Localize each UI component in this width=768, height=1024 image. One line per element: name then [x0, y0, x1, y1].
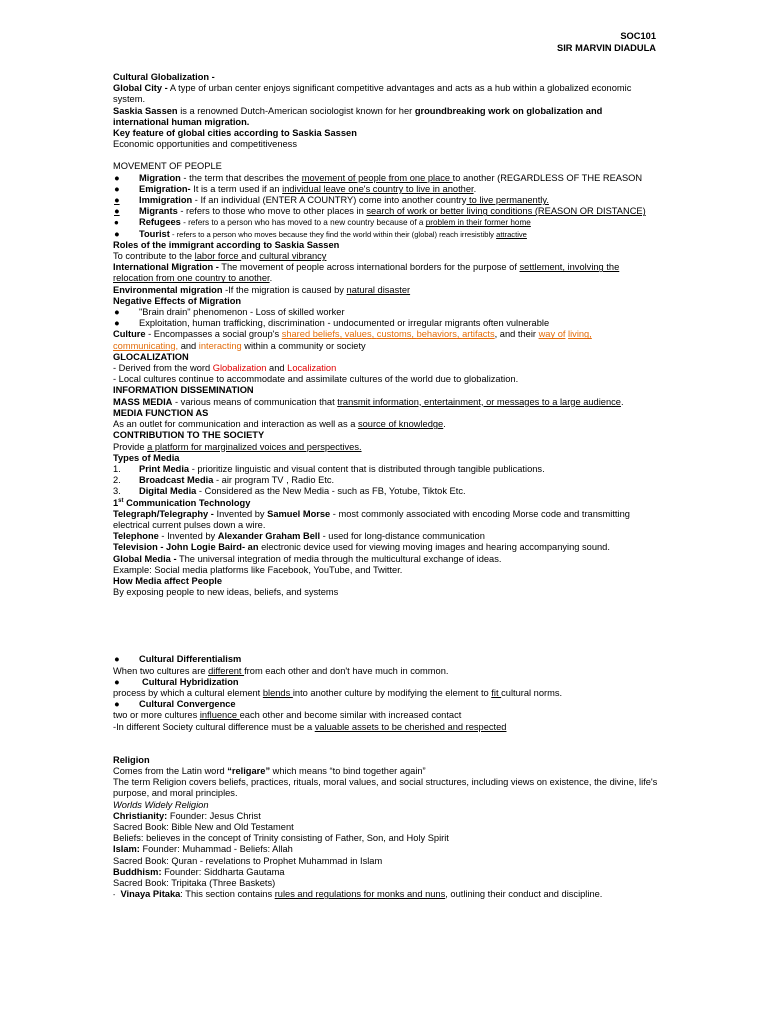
negative-effect-1: ● "Brain drain" phenomenon - Loss of skilled worker: [114, 307, 345, 318]
media-type-broadcast: 2. Broadcast Media - air program TV , Radio Etc.: [113, 475, 335, 486]
religion-latin-origin: Comes from the Latin word “religare” which means “to bind together again”: [113, 765, 426, 776]
media-type-print: 1. Print Media - prioritize linguistic and visual content that is distributed through tangible publications.: [113, 463, 545, 474]
key-feature-heading: Key feature of global cities according to Saskia Sassen: [113, 128, 357, 139]
international-migration-definition: International Migration - The movement of people across international borders for the purpose of settlement, involving the relocation from one country to another.: [113, 262, 620, 284]
cultural-hybridization-heading: ● Cultural Hybridization: [114, 676, 239, 687]
negative-effects-heading: Negative Effects of Migration: [113, 295, 242, 306]
cultural-convergence-heading: ● Cultural Convergence: [114, 699, 236, 710]
cultural-globalization-title: Cultural Globalization -: [113, 72, 215, 82]
glocalization-local-cultures: - Local cultures continue to accommodate and assimilate cultures of the world due to globalization.: [113, 374, 519, 385]
movement-of-people-title: MOVEMENT OF PEOPLE: [113, 161, 222, 172]
culture-definition: Culture - Encompasses a social group's shared beliefs, values, customs, behaviors, artifacts, and their way of living, communicating, and interacting within a community or society: [113, 329, 592, 351]
saskia-sassen-definition: Saskia Sassen is a renowned Dutch-American sociologist known for her groundbreaking work on globalization and international human migration.: [113, 105, 603, 127]
how-media-affect-text: By exposing people to new ideas, beliefs, and systems: [113, 587, 339, 598]
key-feature-value: Economic opportunities and competitiveness: [113, 139, 297, 150]
environmental-migration-definition: Environmental migration -If the migration is caused by natural disaster: [113, 284, 411, 295]
cultural-differentialism-text: When two cultures are different from each other and don't have much in common.: [113, 665, 449, 676]
cultural-hybridization-text: process by which a cultural element blends into another culture by modifying the element to fit cultural norms.: [113, 687, 563, 698]
cultural-difference-text: -In different Society cultural difference must be a valuable assets to be cherished and respected: [113, 721, 507, 732]
buddhism-book: Sacred Book: Tripitaka (Three Baskets): [113, 878, 276, 888]
glocalization-heading: GLOCALIZATION: [113, 351, 189, 362]
bullet-tourist: ● Tourist - refers to a person who moves because they find the world within their (global) reach irresistibly attractive: [114, 228, 527, 239]
islam-founder: Islam: Founder: Muhammad - Beliefs: Allah: [113, 844, 293, 855]
christianity-beliefs: Beliefs: believes in the concept of Trinity consisting of Father, Son, and Holy Spirit: [113, 833, 449, 844]
media-function-heading: MEDIA FUNCTION AS: [113, 407, 209, 418]
contribution-text: Provide a platform for marginalized voices and perspectives.: [113, 441, 362, 452]
course-code: SOC101: [620, 31, 656, 41]
how-media-affect-heading: How Media affect People: [113, 575, 223, 586]
buddhism-founder: Buddhism: Founder: Siddharta Gautama: [113, 866, 285, 877]
cultural-convergence-text: two or more cultures influence each other and become similar with increased contact: [113, 710, 462, 721]
negative-effect-2: ● Exploitation, human trafficking, discrimination - undocumented or irregular migrants often vulnerable: [114, 318, 550, 329]
media-type-digital: 3. Digital Media - Considered as the New Media - such as FB, Yotube, Tiktok Etc.: [113, 486, 466, 497]
christianity-book: Sacred Book: Bible New and Old Testament: [113, 821, 294, 832]
islam-book: Sacred Book: Quran - revelations to Prophet Muhammad in Islam: [113, 855, 383, 866]
glocalization-derived: - Derived from the word Globalization and Localization: [113, 363, 337, 374]
christianity-founder: Christianity: Founder: Jesus Christ: [113, 810, 261, 821]
document-body: [113, 32, 658, 901]
vinaya-pitaka-definition: - Vinaya Pitaka: This section contains rules and regulations for monks and nuns, outlining their conduct and discipline.: [113, 889, 603, 900]
religion-term-definition: The term Religion covers beliefs, practices, rituals, moral values, and social structures, including views on existence, the divine, life's purpose, and moral principles.: [113, 777, 658, 799]
telegraph-definition: Telegraph/Telegraphy - Invented by Samuel Morse - most commonly associated with encoding Morse code and transmitting electrical current pulses down a wire.: [113, 508, 630, 530]
global-city-definition: Global City - A type of urban center enjoys significant competitive advantages and acts as a hub within a globalized economic system.: [113, 83, 632, 105]
bullet-immigration: ● Immigration - If an individual (ENTER A COUNTRY) come into another country to live permanently.: [114, 195, 549, 206]
types-of-media-heading: Types of Media: [113, 452, 180, 463]
contribution-heading: CONTRIBUTION TO THE SOCIETY: [113, 430, 265, 441]
mass-media-definition: MASS MEDIA - various means of communication that transmit information, entertainment, or messages to a large audience.: [113, 396, 624, 407]
bullet-migrants: ● Migrants - refers to those who move to other places in search of work or better living conditions (REASON OR DISTANCE): [114, 206, 646, 217]
communication-technology-heading: 1st Communication Technology: [113, 497, 251, 508]
global-media-example: Example: Social media platforms like Facebook, YouTube, and Twitter.: [113, 564, 403, 575]
media-function-text: As an outlet for communication and interaction as well as a source of knowledge.: [113, 419, 446, 430]
global-media-definition: Global Media - The universal integration of media through the multicultural exchange of ideas.: [113, 553, 502, 564]
telephone-definition: Telephone - Invented by Alexander Graham Bell - used for long-distance communication: [113, 531, 485, 542]
cultural-differentialism-heading: ● Cultural Differentialism: [114, 654, 242, 665]
religion-heading: Religion: [113, 754, 150, 765]
instructor-name: SIR MARVIN DIADULA: [557, 43, 656, 53]
bullet-migration: ● Migration - the term that describes the movement of people from one place to another (REGARDLESS OF THE REASON: [114, 172, 643, 183]
bullet-refugees: ● Refugees - refers to a person who has moved to a new country because of a problem in their former home: [114, 217, 531, 228]
information-dissemination-heading: INFORMATION DISSEMINATION: [113, 385, 254, 396]
worlds-widely-religion: Worlds Widely Religion: [113, 799, 209, 810]
television-definition: Television - John Logie Baird- an electronic device used for viewing moving images and hearing accompanying sound.: [113, 542, 610, 553]
roles-of-immigrant-text: To contribute to the labor force and cultural vibrancy: [113, 251, 327, 262]
roles-of-immigrant-heading: Roles of the immigrant according to Saskia Sassen: [113, 239, 340, 250]
bullet-emigration: ● Emigration- It is a term used if an individual leave one's country to live in another.: [114, 183, 477, 194]
